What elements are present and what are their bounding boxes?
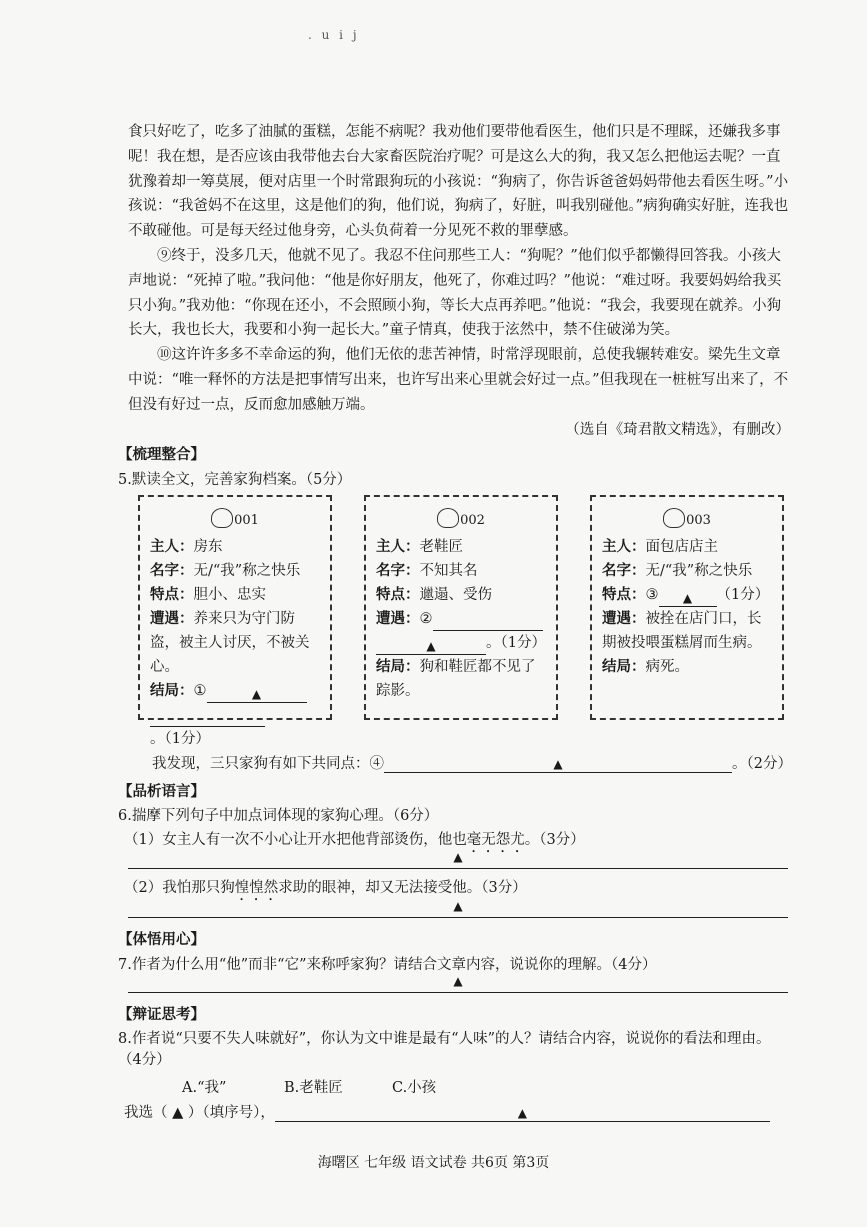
answer-line-7[interactable]: ▲ <box>128 972 788 993</box>
answer-blank-4[interactable]: ▲ <box>384 754 732 773</box>
passage-source: （选自《琦君散文精选》，有删改） <box>565 421 790 438</box>
dog-face-icon <box>211 508 233 528</box>
paragraph-10: ⑩这许许多多不幸命运的狗，他们无依的悲苦神情，时常浮现眼前，总使我辗转难安。梁先生文章中说：“唯一释怀的方法是把事情写出来，也许写出来心里就会好过一点。”但我现在一桩桩写出来了，不但没有好过一点，反而愈加感触万端。 <box>128 347 789 413</box>
dog-card-001: 001 主人：房东 名字：无/“我”称之快乐 特点：胆小、忠实 遭遇：养来只为守门防盗，被主人讨厌，不被关心。 结局：① ▲ 。（1分） <box>138 495 332 720</box>
reading-passage <box>128 120 790 442</box>
answer-blank-2[interactable] <box>433 612 543 631</box>
answer-blank-1[interactable]: ▲ <box>207 684 307 703</box>
answer-line-6-1[interactable]: ▲ <box>128 848 788 869</box>
answer-blank-1b[interactable] <box>150 708 265 727</box>
option-a: A.“我” <box>182 1080 227 1096</box>
section-heading: 【品析语言】 <box>118 783 205 800</box>
section-heading: 【体悟用心】 <box>118 931 205 948</box>
question-8: 8.作者说“只要不失人味就好”，你认为文中谁是最有“人味”的人？请结合内容，说说你的看法和理由。 （4分） <box>118 1031 771 1068</box>
dog-card-002: 002 主人：老鞋匠 名字：不知其名 特点：邋遢、受伤 遭遇：② ▲ 。（1分） 结局：狗和鞋匠都不见了踪影。 <box>364 495 558 720</box>
question-6-1: （1）女主人有一次不小心让开水把他背部烫伤，他也毫无怨尤。（3分） <box>124 832 585 848</box>
answer-line-8[interactable]: ▲ <box>275 1103 770 1122</box>
paragraph-continued: 食只好吃了，吃多了油腻的蛋糕，怎能不病呢？我劝他们要带他看医生，他们只是不理睬，还嫌我多事呢！我在想，是否应该由我带他去台大家畜医院治疗呢？可是这么大的狗，我又怎么把他运去呢？一直犹豫着却一筹莫展，便对店里一个时常跟狗玩的小孩说：“狗病了，你告诉爸爸妈妈带他去看医生呀。”小孩说：“我爸妈不在这里，这是他们的狗，他们说，狗病了，好脏，叫我别碰他。”病狗确实好脏，连我也不敢碰他。可是每天经过他身旁，心头负荷着一分见死不救的罪孽感。 <box>128 124 789 240</box>
dog-face-icon <box>663 508 685 528</box>
question-5: 5.默读全文，完善家狗档案。（5分） <box>118 472 352 488</box>
section-heading: 【辩证思考】 <box>118 1006 205 1023</box>
dog-face-icon <box>437 508 459 528</box>
answer-line-6-2[interactable]: ▲ <box>128 897 788 918</box>
question-7: 7.作者为什么用“他”而非“它”来称呼家狗？请结合文章内容，说说你的理解。（4分） <box>118 957 657 973</box>
header-mark: . u i j <box>308 28 360 42</box>
dog-card-003: 003 主人：面包店店主 名字：无/“我”称之快乐 特点：③ ▲ （1分） 遭遇：被拴在店门口，长期被投喂蛋糕屑而生病。 结局：病死。 <box>590 495 784 720</box>
answer-blank-3[interactable]: ▲ <box>659 588 717 607</box>
choice-line: 我选（ ▲ ）（填序号）， ▲ <box>124 1101 770 1122</box>
option-b: B.老鞋匠 <box>284 1080 343 1096</box>
option-c: C.小孩 <box>392 1080 437 1096</box>
paragraph-9: ⑨终于，没多几天，他就不见了。我忍不住问那些工人：“狗呢？”他们似乎都懒得回答我。小孩大声地说：“死掉了啦。”我问他：“他是你好朋友，他死了，你难过吗？”他说：“难过呀。我要妈妈给我买只小狗。”我劝他：“你现在还小，不会照顾小狗，等长大点再养吧。”他说：“我会，我要现在就养。小狗长大，我也长大，我要和小狗一起长大。”童子情真，使我于泫然中，禁不住破涕为笑。 <box>128 247 782 339</box>
answer-blank-2b[interactable]: ▲ <box>376 636 486 655</box>
page-footer: 海曙区 七年级 语文试卷 共6页 第3页 <box>317 1155 550 1171</box>
section-heading: 【梳理整合】 <box>118 446 205 463</box>
question-6: 6.揣摩下列句子中加点词体现的家狗心理。（6分） <box>118 808 439 824</box>
question-6-2: （2）我怕那只狗惶惶然求助的眼神，却又无法接受他。（3分） <box>124 880 527 896</box>
common-points-line: 我发现，三只家狗有如下共同点：④ ▲ 。（2分） <box>152 756 792 772</box>
